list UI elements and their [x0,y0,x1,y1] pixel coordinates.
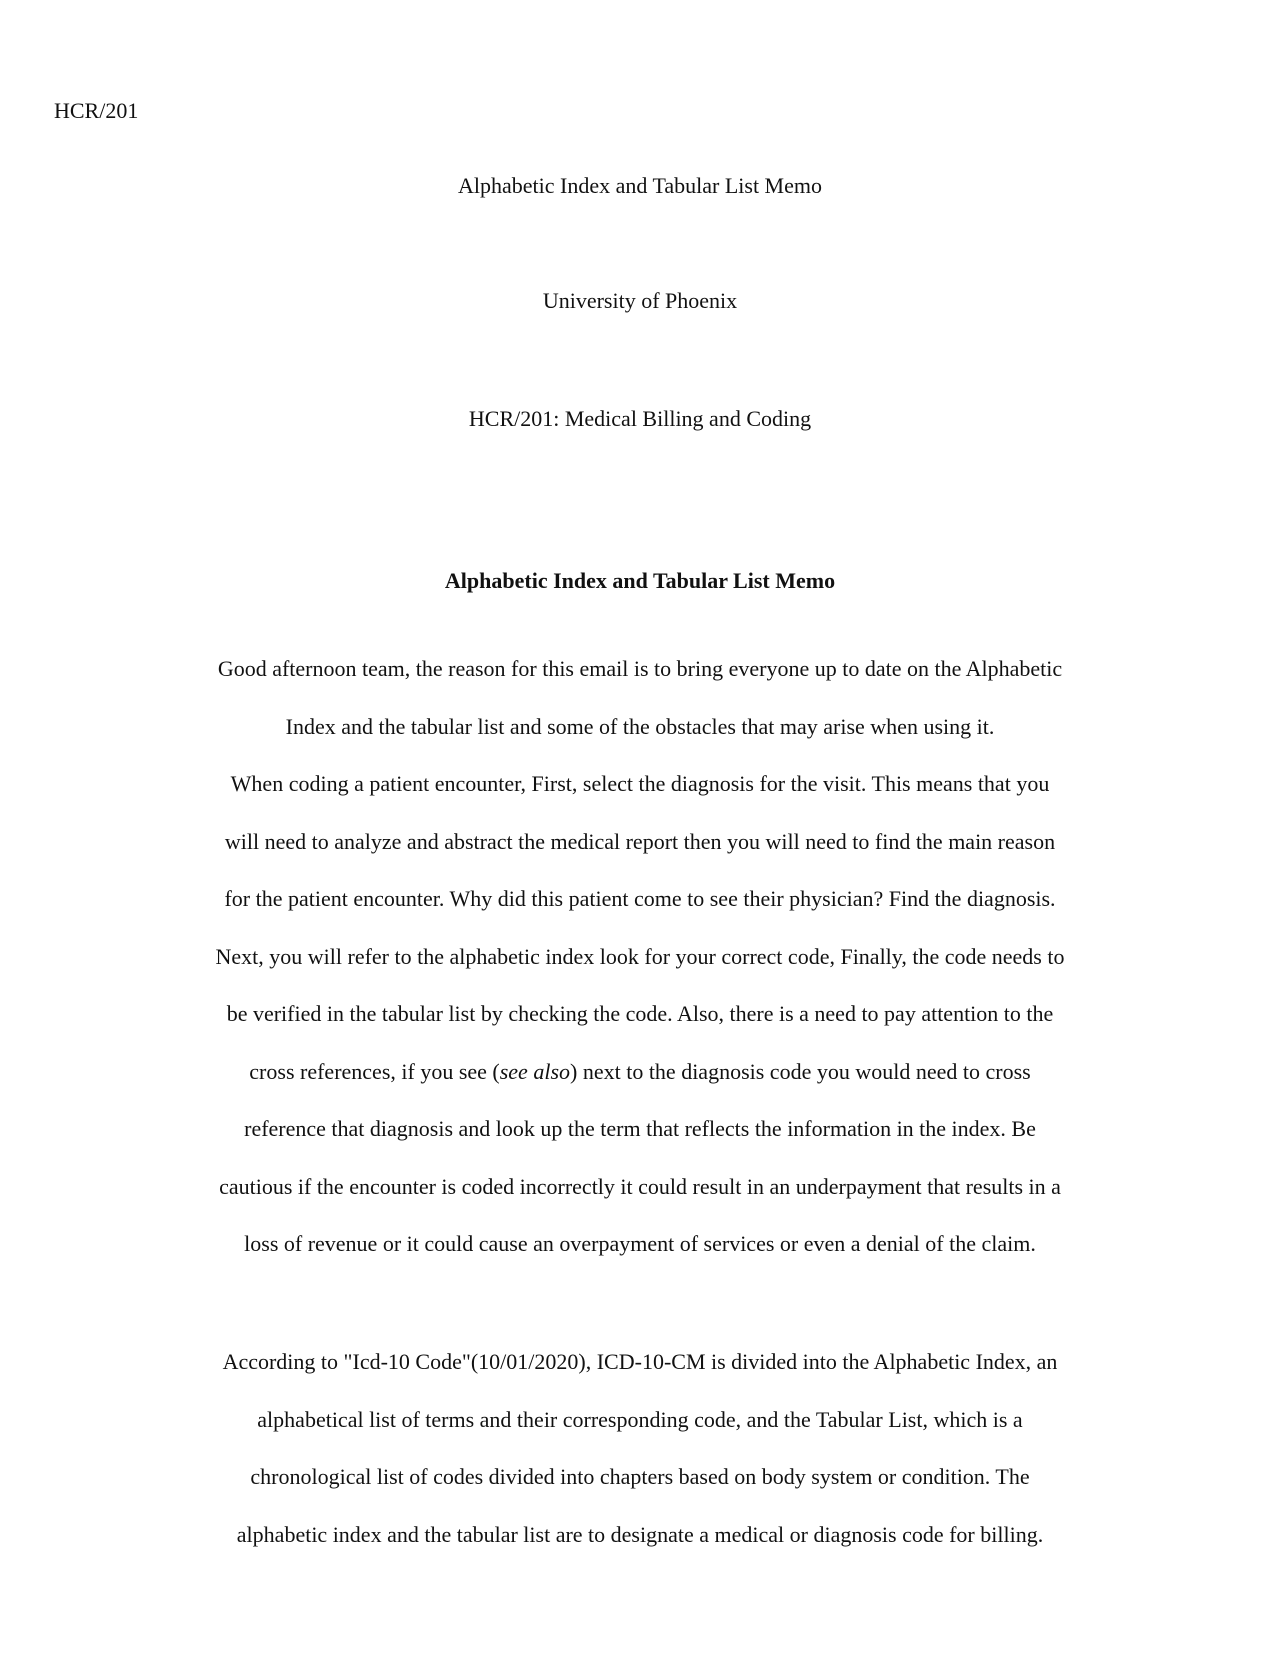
paragraph-2-line-3: chronological list of codes divided into chapters based on body system or condition. The [250,1464,1030,1489]
paragraph-2-line-1: According to "Icd-10 Code"(10/01/2020), ICD-10-CM is divided into the Alphabetic Index, an [222,1349,1058,1374]
institution-name: University of Phoenix [542,288,738,313]
line-8-text-before: cross references, if you see ( [249,1058,500,1084]
paragraph-1-line-2: Index and the tabular list and some of the obstacles that may arise when using it. [285,713,995,739]
running-header: HCR/201 [54,98,139,123]
document-title: Alphabetic Index and Tabular List Memo [457,173,822,198]
paragraph-1-line-8 [150,1043,1130,1101]
paragraph-2-line-4: alphabetic index and the tabular list are to designate a medical or diagnosis code for billing. [236,1521,1044,1547]
paragraph-1-line-3: When coding a patient encounter, First, select the diagnosis for the visit. This means that you [230,771,1050,796]
line-8-text-after: ) next to the diagnosis code you would need to cross [570,1058,1031,1084]
paragraph-1-line-1: Good afternoon team, the reason for this email is to bring everyone up to date on the Alphabetic [217,656,1063,681]
paragraph-1-line-9: reference that diagnosis and look up the term that reflects the information in the index. Be [244,1116,1036,1141]
memo-heading: Alphabetic Index and Tabular List Memo [444,568,836,593]
paragraph-1-line-4: will need to analyze and abstract the medical report then you will need to find the main reason [224,828,1056,854]
memo-paragraph-2 [150,1333,1130,1563]
course-name: HCR/201: Medical Billing and Coding [468,406,812,431]
memo-paragraph-1 [150,640,1130,1273]
paragraph-1-line-11: loss of revenue or it could cause an overpayment of services or even a denial of the claim. [244,1231,1036,1256]
paragraph-1-line-6: Next, you will refer to the alphabetic index look for your correct code, Finally, the code needs to [215,943,1065,969]
paragraph-1-line-7: be verified in the tabular list by checking the code. Also, there is a need to pay attention to the [226,1001,1054,1026]
paragraph-1-line-5: for the patient encounter. Why did this patient come to see their physician? Find the diagnosis. [224,886,1056,911]
paragraph-2-line-2: alphabetical list of terms and their corresponding code, and the Tabular List, which is a [257,1406,1023,1432]
paragraph-1-line-10: cautious if the encounter is coded incorrectly it could result in an underpayment that results in a [219,1173,1061,1199]
see-also-emphasis: see also [499,1058,570,1084]
